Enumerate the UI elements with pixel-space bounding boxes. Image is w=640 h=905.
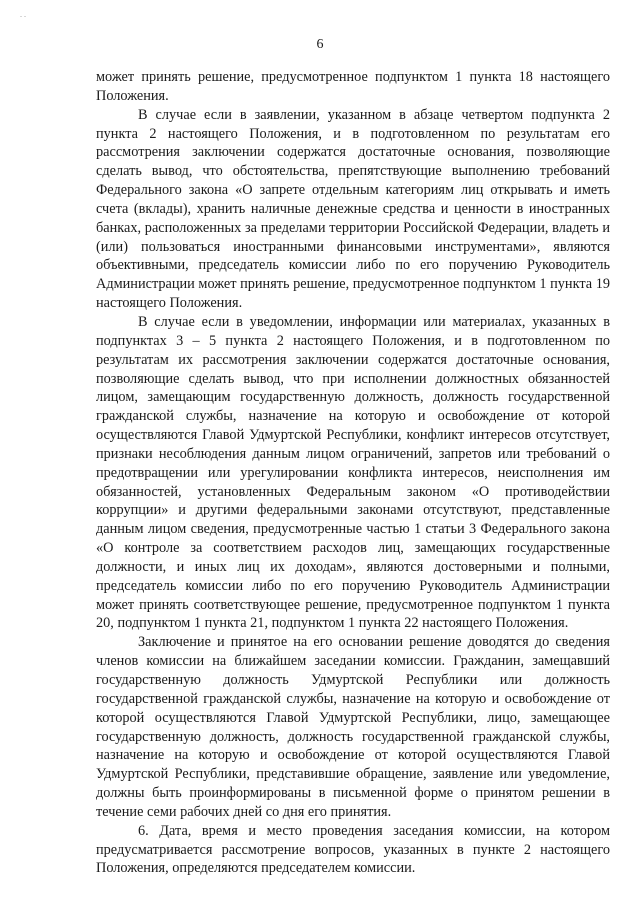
scan-corner-marks: . .: [20, 10, 26, 19]
paragraph-notification-of-decision: Заключение и принятое на его основании решение доводятся до сведения членов комиссии на ближайшем заседании комиссии. Гражданин, замещавший государственную должность Удмуртской Республики или должность государственной гражданской службы, назначение на которую и освобождение от которой осуществляются Главой Удмуртской Республики, лицо, замещающее государственную должность, должность государственной гражданской службы, назначение на которую и освобождение от которой осуществляются Главой Удмуртской Республики, представившие обращение, заявление или уведомление, должны быть проинформированы в письменной форме о принятом решении в течение семи рабочих дней со дня его принятия.: [96, 634, 610, 820]
document-body: [96, 68, 610, 878]
paragraph-conflict-of-interest-decision: В случае если в уведомлении, информации или материалах, указанных в подпунктах 3 – 5 пункта 2 настоящего Положения, и в подготовленном по результатам их рассмотрения заключении содержатся достаточные основания, позволяющие сделать вывод, что при исполнении должностных обязанностей лицом, замещающим государственную должность, должность государственной гражданской службы, назначение на которую и освобождение от которой осуществляются Главой Удмуртской Республики, конфликт интересов отсутствует, признаки несоблюдения данным лицом ограничений, запретов или требований о предотвращении или урегулировании конфликта интересов, неисполнения им обязанностей, установленных Федеральным законом «О противодействии коррупции» и другими федеральными законами отсутствуют, представленные данным лицом сведения, предусмотренные частью 1 статьи 3 Федерального закона «О контроле за соответствием расходов лиц, замещающих государственные должности, и иных лиц их доходам», являются достоверными и полными, председатель комиссии либо по его поручению Руководитель Администрации может принять соответствующее решение, предусмотренное подпунктом 1 пункта 20, подпунктом 1 пункта 21, подпунктом 1 пункта 22 настоящего Положения.: [96, 313, 610, 632]
page-number: 6: [316, 37, 324, 52]
paragraph-foreign-accounts-decision: В случае если в заявлении, указанном в абзаце четвертом подпункта 2 пункта 2 настоящего Положения, и в подготовленном по результатам его рассмотрения заключении содержатся достаточные основания, позволяющие сделать вывод, что обстоятельства, препятствующие выполнению требований Федерального закона «О запрете отдельным категориям лиц открывать и иметь счета (вклады), хранить наличные денежные средства и ценности в иностранных банках, расположенных за пределами территории Российской Федерации, владеть и (или) пользоваться иностранными финансовыми инструментами», являются объективными, председатель комиссии либо по его поручению Руководитель Администрации может принять решение, предусмотренное подпунктом 1 пункта 19 настоящего Положения.: [96, 106, 610, 312]
paragraph-item-6-meeting-date: 6. Дата, время и место проведения заседания комиссии, на котором предусматривается рассмотрение вопросов, указанных в пункте 2 настоящего Положения, определяются председателем комиссии.: [96, 822, 610, 877]
paragraph-continuation: может принять решение, предусмотренное подпунктом 1 пункта 18 настоящего Положения.: [96, 69, 610, 104]
